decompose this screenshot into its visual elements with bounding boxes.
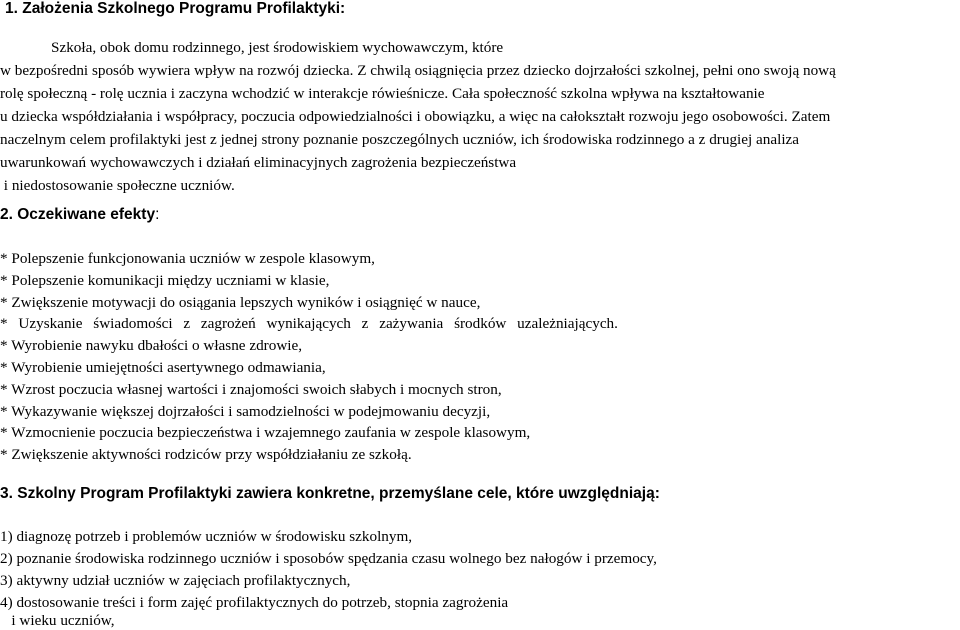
list-item: * Wyrobienie nawyku dbałości o własne zdrowie, xyxy=(0,337,303,354)
paragraph-line: w bezpośredni sposób wywiera wpływ na rozwój dziecka. Z chwilą osiągnięcia przez dziecko dojrzałości szkolnej, pełni ono swoją nową xyxy=(0,62,836,79)
section-2-heading xyxy=(0,206,159,224)
section-2-heading-text: 2. Oczekiwane efekty xyxy=(0,206,156,223)
list-item: 4) dostosowanie treści i form zajęć profilaktycznych do potrzeb, stopnia zagrożenia xyxy=(0,594,509,611)
list-item: * Wykazywanie większej dojrzałości i samodzielności w podejmowaniu decyzji, xyxy=(0,403,491,420)
paragraph-line: rolę społeczną - rolę ucznia i zaczyna wchodzić w interakcje rówieśnicze. Cała społeczność szkolna wpływa na kształtowanie xyxy=(0,85,765,102)
list-item: 3) aktywny udział uczniów w zajęciach profilaktycznych, xyxy=(0,572,351,589)
list-item: * Uzyskanie świadomości z zagrożeń wynikających z zażywania środków uzależniających. xyxy=(0,315,618,332)
section-1-heading: 1. Założenia Szkolnego Programu Profilaktyki: xyxy=(5,0,346,17)
paragraph-line: i niedostosowanie społeczne uczniów. xyxy=(0,177,235,194)
section-2-heading-colon: : xyxy=(155,206,160,223)
list-item: * Zwiększenie motywacji do osiągania lepszych wyników i osiągnięć w nauce, xyxy=(0,294,481,311)
list-item: * Wzmocnienie poczucia bezpieczeństwa i wzajemnego zaufania w zespole klasowym, xyxy=(0,424,531,441)
list-item: * Polepszenie komunikacji między uczniami w klasie, xyxy=(0,272,330,289)
list-item: * Zwiększenie aktywności rodziców przy współdziałaniu ze szkołą. xyxy=(0,446,412,463)
list-item: i wieku uczniów, xyxy=(0,612,115,629)
paragraph-line: u dziecka współdziałania i współpracy, poczucia odpowiedzialności i obowiązku, a więc na całokształt rozwoju jego osobowości. Zatem xyxy=(0,108,831,125)
list-item: * Wyrobienie umiejętności asertywnego odmawiania, xyxy=(0,359,326,376)
paragraph-line: naczelnym celem profilaktyki jest z jednej strony poznanie poszczególnych uczniów, ich środowiska rodzinnego a z drugiej analiza xyxy=(0,131,800,148)
list-item: 1) diagnozę potrzeb i problemów uczniów w środowisku szkolnym, xyxy=(0,528,413,545)
list-item: 2) poznanie środowiska rodzinnego uczniów i sposobów spędzania czasu wolnego bez nałogów i przemocy, xyxy=(0,550,657,567)
paragraph-line: Szkoła, obok domu rodzinnego, jest środowiskiem wychowawczym, które xyxy=(51,39,504,56)
section-3-heading: 3. Szkolny Program Profilaktyki zawiera konkretne, przemyślane cele, które uwzględniają: xyxy=(0,485,660,502)
paragraph-line: uwarunkowań wychowawczych i działań eliminacyjnych zagrożenia bezpieczeństwa xyxy=(0,154,517,171)
list-item: * Polepszenie funkcjonowania uczniów w zespole klasowym, xyxy=(0,250,375,267)
list-item: * Wzrost poczucia własnej wartości i znajomości swoich słabych i mocnych stron, xyxy=(0,381,502,398)
